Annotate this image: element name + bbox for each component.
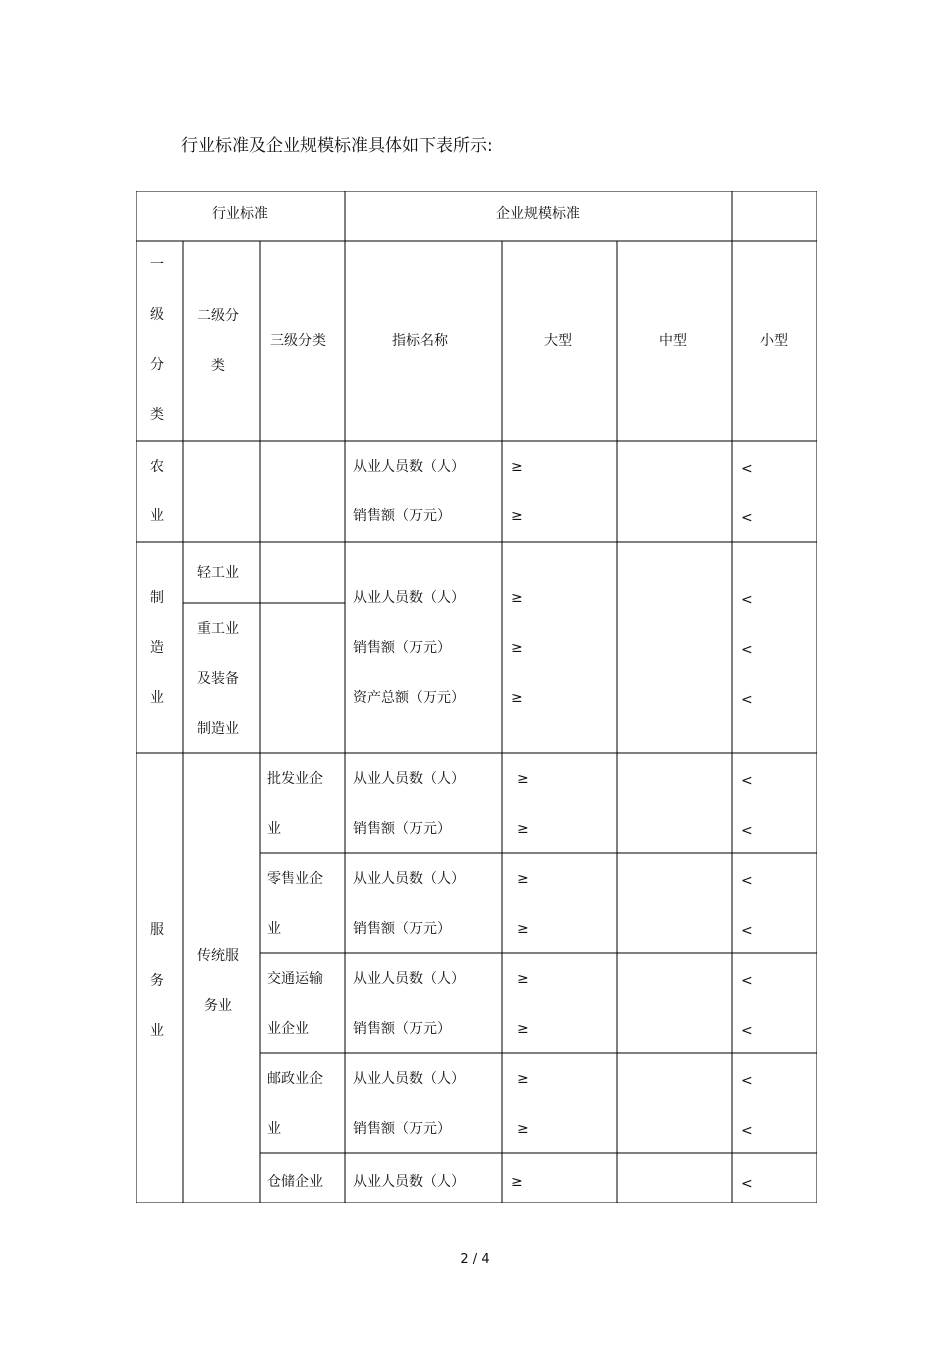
heavy-industry-label: 制造业 bbox=[197, 721, 239, 737]
header-industry-standard: 行业标准 bbox=[212, 206, 268, 222]
header-small: 小型 bbox=[760, 333, 788, 349]
ge-symbol: ≥ bbox=[517, 871, 529, 887]
header-level1: 类 bbox=[150, 407, 164, 423]
level3-label: 批发业企 bbox=[267, 771, 323, 787]
heavy-industry-label: 及装备 bbox=[197, 671, 239, 687]
lt-symbol: < bbox=[741, 773, 753, 789]
lt-symbol: < bbox=[741, 1176, 753, 1192]
ge-symbol: ≥ bbox=[511, 640, 523, 656]
agriculture-label: 农 bbox=[150, 459, 164, 475]
level3-label: 零售业企 bbox=[267, 871, 323, 887]
header-indicator-name: 指标名称 bbox=[392, 333, 448, 349]
indicator-name: 从业人员数（人） bbox=[353, 1174, 465, 1190]
lt-symbol: < bbox=[741, 1123, 753, 1139]
indicator-name: 销售额（万元） bbox=[353, 1021, 451, 1037]
indicator-name: 从业人员数（人） bbox=[353, 590, 465, 606]
heavy-industry-label: 重工业 bbox=[197, 621, 239, 637]
industry-scale-table bbox=[136, 191, 817, 1203]
services-label: 务 bbox=[150, 973, 164, 989]
indicator-name: 从业人员数（人） bbox=[353, 771, 465, 787]
ge-symbol: ≥ bbox=[511, 590, 523, 606]
indicator-name: 销售额（万元） bbox=[353, 640, 451, 656]
indicator-name: 从业人员数（人） bbox=[353, 971, 465, 987]
indicator-name: 资产总额（万元） bbox=[353, 690, 465, 706]
ge-symbol: ≥ bbox=[517, 1021, 529, 1037]
indicator-name: 销售额（万元） bbox=[353, 921, 451, 937]
intro-text: 行业标准及企业规模标准具体如下表所示: bbox=[181, 136, 493, 156]
header-level1: 一 bbox=[150, 257, 164, 273]
level3-label: 交通运输 bbox=[267, 971, 323, 987]
header-level2: 二级分 bbox=[197, 308, 239, 324]
indicator-name: 从业人员数（人） bbox=[353, 871, 465, 887]
indicator-name: 销售额（万元） bbox=[353, 821, 451, 837]
lt-symbol: < bbox=[741, 1073, 753, 1089]
indicator-name: 销售额（万元） bbox=[353, 508, 451, 524]
ge-symbol: ≥ bbox=[511, 459, 523, 475]
lt-symbol: < bbox=[741, 642, 753, 658]
manufacturing-label: 制 bbox=[150, 590, 164, 606]
traditional-services-label: 传统服 bbox=[197, 948, 239, 964]
header-scale-standard: 企业规模标准 bbox=[496, 206, 580, 222]
indicator-name: 销售额（万元） bbox=[353, 1121, 451, 1137]
header-level2: 类 bbox=[211, 358, 225, 374]
ge-symbol: ≥ bbox=[517, 1121, 529, 1137]
lt-symbol: < bbox=[741, 873, 753, 889]
lt-symbol: < bbox=[741, 692, 753, 708]
ge-symbol: ≥ bbox=[517, 1071, 529, 1087]
level3-label: 仓储企业 bbox=[267, 1174, 323, 1190]
lt-symbol: < bbox=[741, 923, 753, 939]
ge-symbol: ≥ bbox=[517, 921, 529, 937]
indicator-name: 从业人员数（人） bbox=[353, 459, 465, 475]
lt-symbol: < bbox=[741, 823, 753, 839]
header-level1: 级 bbox=[150, 307, 164, 323]
ge-symbol: ≥ bbox=[511, 1174, 523, 1190]
header-level3: 三级分类 bbox=[270, 333, 326, 349]
level3-label: 业企业 bbox=[267, 1021, 309, 1037]
services-label: 服 bbox=[150, 922, 164, 938]
lt-symbol: < bbox=[741, 973, 753, 989]
ge-symbol: ≥ bbox=[517, 971, 529, 987]
manufacturing-label: 造 bbox=[150, 640, 164, 656]
header-large: 大型 bbox=[544, 333, 572, 349]
level3-label: 业 bbox=[267, 821, 281, 837]
header-level1: 分 bbox=[150, 357, 164, 373]
ge-symbol: ≥ bbox=[517, 771, 529, 787]
indicator-name: 从业人员数（人） bbox=[353, 1071, 465, 1087]
manufacturing-label: 业 bbox=[150, 690, 164, 706]
level3-label: 业 bbox=[267, 1121, 281, 1137]
level3-label: 邮政业企 bbox=[267, 1071, 323, 1087]
light-industry-label: 轻工业 bbox=[197, 565, 239, 581]
ge-symbol: ≥ bbox=[511, 508, 523, 524]
header-medium: 中型 bbox=[659, 333, 687, 349]
ge-symbol: ≥ bbox=[511, 690, 523, 706]
level3-label: 业 bbox=[267, 921, 281, 937]
page-number: 2 / 4 bbox=[460, 1252, 490, 1267]
ge-symbol: ≥ bbox=[517, 821, 529, 837]
lt-symbol: < bbox=[741, 510, 753, 526]
services-label: 业 bbox=[150, 1023, 164, 1039]
lt-symbol: < bbox=[741, 592, 753, 608]
agriculture-label: 业 bbox=[150, 508, 164, 524]
lt-symbol: < bbox=[741, 1023, 753, 1039]
lt-symbol: < bbox=[741, 461, 753, 477]
traditional-services-label: 务业 bbox=[204, 998, 232, 1014]
